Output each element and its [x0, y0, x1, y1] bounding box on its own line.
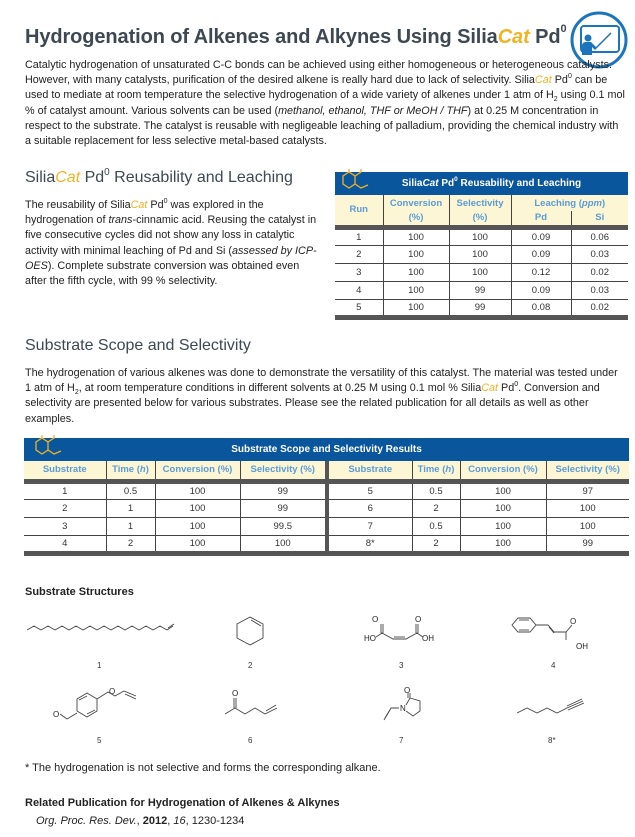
structures-heading: Substrate Structures: [25, 586, 134, 598]
col-substrate: Substrate: [327, 461, 412, 481]
table-cell: 0.5: [106, 481, 155, 499]
brand-cat: Cat: [130, 199, 148, 211]
structure-label: 1: [97, 661, 102, 670]
table-cell: 7: [327, 517, 412, 535]
scope-paragraph: [25, 366, 625, 427]
brand-pd: Pd: [147, 199, 164, 211]
text: . Conversion and selectivity are presented below for various substrates. Please see the related publication for all details as well as other examples.: [25, 382, 600, 425]
time-label: Time (: [417, 464, 446, 476]
text: ). Complete substrate conversion was obtained even after the fifth cycle, with 99 % selectivity.: [25, 259, 300, 288]
col-run: Run: [335, 195, 383, 227]
brand-sup: 0: [104, 166, 110, 178]
text: , at room temperature conditions in different solvents at 0.25 M using 0.1 mol %: [78, 382, 461, 395]
page-title: [25, 23, 567, 49]
table-cell: 0.08: [511, 299, 571, 317]
atom-o: O: [232, 689, 239, 698]
citation-volume: 16: [173, 815, 186, 827]
col-selectivity: Selectivity (%): [546, 461, 629, 481]
table-cell: 0.02: [571, 263, 628, 281]
structure-8: [515, 696, 590, 718]
brand-cat: Cat: [481, 382, 499, 395]
brand-cat: Cat: [55, 169, 81, 186]
scope-heading: Substrate Scope and Selectivity: [25, 337, 251, 354]
atom-o: O: [570, 617, 577, 626]
table-cell: 1: [106, 499, 155, 517]
table-cell: 0.12: [511, 263, 571, 281]
brand-silia: Silia: [25, 169, 56, 186]
table-cell: 1: [24, 481, 106, 499]
table-cell: 100: [240, 535, 327, 553]
table-cell: 0.09: [511, 281, 571, 299]
table-cell: 100: [460, 535, 546, 553]
text-italic: assessed by ICP-OES: [25, 244, 317, 272]
table-row: [24, 481, 629, 499]
table-cell: 100: [383, 245, 449, 263]
table-title-bar: [24, 438, 629, 461]
table-cell: 2: [24, 499, 106, 517]
time-unit: h: [445, 464, 452, 476]
col-substrate: Substrate: [24, 461, 106, 481]
table-cell: 100: [383, 299, 449, 317]
table-row: [335, 299, 628, 317]
structure-label: 3: [399, 661, 404, 670]
text: was explored in the hydrogenation of: [25, 199, 264, 227]
brand-sup: 0: [454, 176, 458, 184]
text: The hydrogenation of various alkenes was done to demonstrate the versatility of this catalyst. The material was tested under 1 atm of H: [25, 367, 618, 395]
ppm-unit: ppm: [581, 197, 602, 209]
table-cell: 6: [327, 499, 412, 517]
intro-text-3: using 0.1 mol % of catalyst amount. Various solvents can be used (: [25, 89, 625, 117]
scope-data-table: [24, 461, 629, 556]
table-row: [24, 535, 629, 553]
table-cell: 2: [106, 535, 155, 553]
brand-silia: Silia: [514, 74, 535, 87]
brand-pd: Pd: [438, 178, 455, 189]
brand-silia: Silia: [110, 199, 131, 211]
structure-7: [380, 684, 430, 726]
atom-o: O: [109, 687, 116, 696]
table-cell: 0.02: [571, 299, 628, 317]
text-italic: trans: [108, 214, 133, 227]
table-cell: 100: [155, 535, 240, 553]
title-cat: Cat: [497, 26, 530, 48]
table-cell: 100: [460, 481, 546, 499]
atom-o: O: [53, 710, 60, 719]
col-conversion: Conversion (%): [460, 461, 546, 481]
molecule-icon: [30, 435, 70, 459]
atom-o: O: [415, 615, 422, 624]
col-time: [412, 461, 460, 481]
brand-sup: 0: [567, 72, 572, 80]
table-cell: 99: [240, 499, 327, 517]
time-unit: h: [139, 464, 146, 476]
table-cell: 100: [449, 263, 511, 281]
table-cell: 0.06: [571, 227, 628, 245]
structure-label: 7: [399, 736, 404, 745]
table-cell: 100: [449, 245, 511, 263]
citation-journal: Org. Proc. Res. Dev.: [36, 815, 137, 827]
table-cell: 100: [155, 517, 240, 535]
intro-text-1: Catalytic hydrogenation of unsaturated C-C bonds can be achieved using either homogeneous or heterogeneous catalysts. However, with many catalysts, purification of the desired alkene is really hard due to lack of selectivity.: [25, 59, 613, 87]
structure-6: [222, 686, 287, 718]
table-cell: 99: [449, 281, 511, 299]
table-cell: 0.09: [511, 245, 571, 263]
brand-cat: Cat: [534, 74, 552, 87]
intro-text-2: can be used to mediate at room temperature the selective hydrogenation of a wide variety of alkenes under 1 atm of H: [25, 74, 608, 102]
brand-pd: Pd: [80, 169, 105, 186]
table-cell: 1: [335, 227, 383, 245]
col-selectivity-unit: (%): [449, 211, 511, 227]
intro-solvents: methanol, ethanol, THF or MeOH / THF: [278, 104, 468, 117]
table-cell: 0.03: [571, 281, 628, 299]
col-selectivity: Selectivity: [449, 195, 511, 211]
heading-text: Reusability and Leaching: [109, 169, 293, 186]
structure-5: [50, 684, 150, 726]
brand-silia: Silia: [460, 382, 482, 395]
structure-4: [510, 612, 595, 652]
table-row: [335, 263, 628, 281]
table-cell: 99: [240, 481, 327, 499]
table-cell: 100: [155, 481, 240, 499]
atom-o: O: [372, 615, 379, 624]
table-title: Substrate Scope and Selectivity Results: [231, 444, 422, 455]
table-row: [335, 281, 628, 299]
intro-paragraph: [25, 58, 625, 149]
table-cell: 3: [24, 517, 106, 535]
table-cell: 0.09: [511, 227, 571, 245]
citation-year: 2012: [142, 815, 168, 827]
col-pd: Pd: [511, 211, 571, 227]
atom-ho: HO: [364, 634, 376, 643]
brand-silia: Silia: [401, 178, 423, 189]
publication-heading: Related Publication for Hydrogenation of Alkenes & Alkynes: [25, 797, 340, 809]
title-sup: 0: [560, 23, 567, 36]
structure-1: [25, 618, 180, 638]
table-cell: 100: [460, 517, 546, 535]
table-cell: 99: [449, 299, 511, 317]
atom-oh: OH: [422, 634, 434, 643]
atom-o: O: [404, 686, 411, 695]
structure-label: 6: [248, 736, 253, 745]
table-row: [24, 499, 629, 517]
table-title: Reusability and Leaching: [457, 178, 582, 189]
table-cell: 1: [106, 517, 155, 535]
table-cell: 2: [412, 499, 460, 517]
paren: ): [601, 197, 606, 209]
brand-sup: 0: [514, 380, 519, 388]
structure-2: [233, 614, 267, 648]
table-cell: 4: [335, 281, 383, 299]
table-cell: 4: [24, 535, 106, 553]
brand-sup: 0: [163, 197, 168, 205]
table-cell: 100: [460, 499, 546, 517]
table-cell: 100: [383, 227, 449, 245]
table-cell: 100: [546, 517, 629, 535]
table-cell: 100: [155, 499, 240, 517]
brand-pd: Pd: [551, 74, 568, 87]
citation-pages: , 1230-1234: [185, 815, 245, 827]
text: -cinnamic acid. Reusing the catalyst in five consecutive cycles did not show any loss in catalytic activity with minimal leaching of Pd and Si (: [25, 214, 317, 257]
col-si: Si: [571, 211, 628, 227]
col-selectivity: Selectivity (%): [240, 461, 327, 481]
table-cell: 5: [335, 299, 383, 317]
table-cell: 2: [335, 245, 383, 263]
table-cell: 3: [335, 263, 383, 281]
col-leaching: [511, 195, 628, 211]
brand-cat: Cat: [422, 178, 439, 189]
table-cell: 100: [546, 499, 629, 517]
table-cell: 100: [449, 227, 511, 245]
col-conversion-unit: (%): [383, 211, 449, 227]
reusability-heading: [25, 166, 293, 187]
publication-citation: Org. Proc. Res. Dev., 2012, 16, 1230-1234: [36, 815, 245, 827]
col-conversion: Conversion: [383, 195, 449, 211]
table-row: [335, 227, 628, 245]
table-cell: 0.5: [412, 517, 460, 535]
col-time: [106, 461, 155, 481]
paren: ): [145, 464, 149, 476]
title-pd: Pd: [529, 26, 561, 48]
title-text: Hydrogenation of Alkenes and Alkynes Using Silia: [25, 26, 498, 48]
table-cell: 0.5: [412, 481, 460, 499]
atom-n: N: [400, 704, 406, 713]
table-cell: 5: [327, 481, 412, 499]
table-cell: 8*: [327, 535, 412, 553]
text: The reusability of: [25, 199, 111, 211]
footnote: * The hydrogenation is not selective and forms the corresponding alkane.: [25, 762, 381, 774]
table-row: [335, 245, 628, 263]
table-cell: 97: [546, 481, 629, 499]
table-cell: 2: [412, 535, 460, 553]
molecule-icon: [341, 169, 381, 193]
table-cell: 100: [383, 263, 449, 281]
reusability-table: [335, 172, 628, 320]
structure-label: 5: [97, 736, 102, 745]
table-title-bar: [335, 172, 628, 195]
intro-text-4: ) at 0.25 M concentration in respect to the substrate. The catalyst is reusable with negligeable leaching of palladium, providing the chemical industry with a suitable replacement for less selective metal-based catalysts.: [25, 104, 619, 148]
paren: ): [451, 464, 455, 476]
leaching-label: Leaching (: [534, 197, 582, 209]
table-cell: 99.5: [240, 517, 327, 535]
atom-oh: OH: [576, 642, 588, 651]
reusability-data-table: [335, 195, 628, 320]
table-cell: 99: [546, 535, 629, 553]
time-label: Time (: [112, 464, 140, 476]
h2-subscript: 2: [553, 96, 558, 104]
scope-table: [24, 438, 629, 556]
brand-pd: Pd: [498, 382, 515, 395]
h2-subscript: 2: [74, 389, 79, 397]
table-row: [24, 517, 629, 535]
col-conversion: Conversion (%): [155, 461, 240, 481]
table-cell: 100: [383, 281, 449, 299]
structure-label: 8*: [548, 736, 556, 745]
structure-label: 2: [248, 661, 253, 670]
table-cell: 0.03: [571, 245, 628, 263]
structure-label: 4: [551, 661, 556, 670]
reusability-paragraph: [25, 198, 320, 289]
structure-3: [360, 612, 440, 648]
